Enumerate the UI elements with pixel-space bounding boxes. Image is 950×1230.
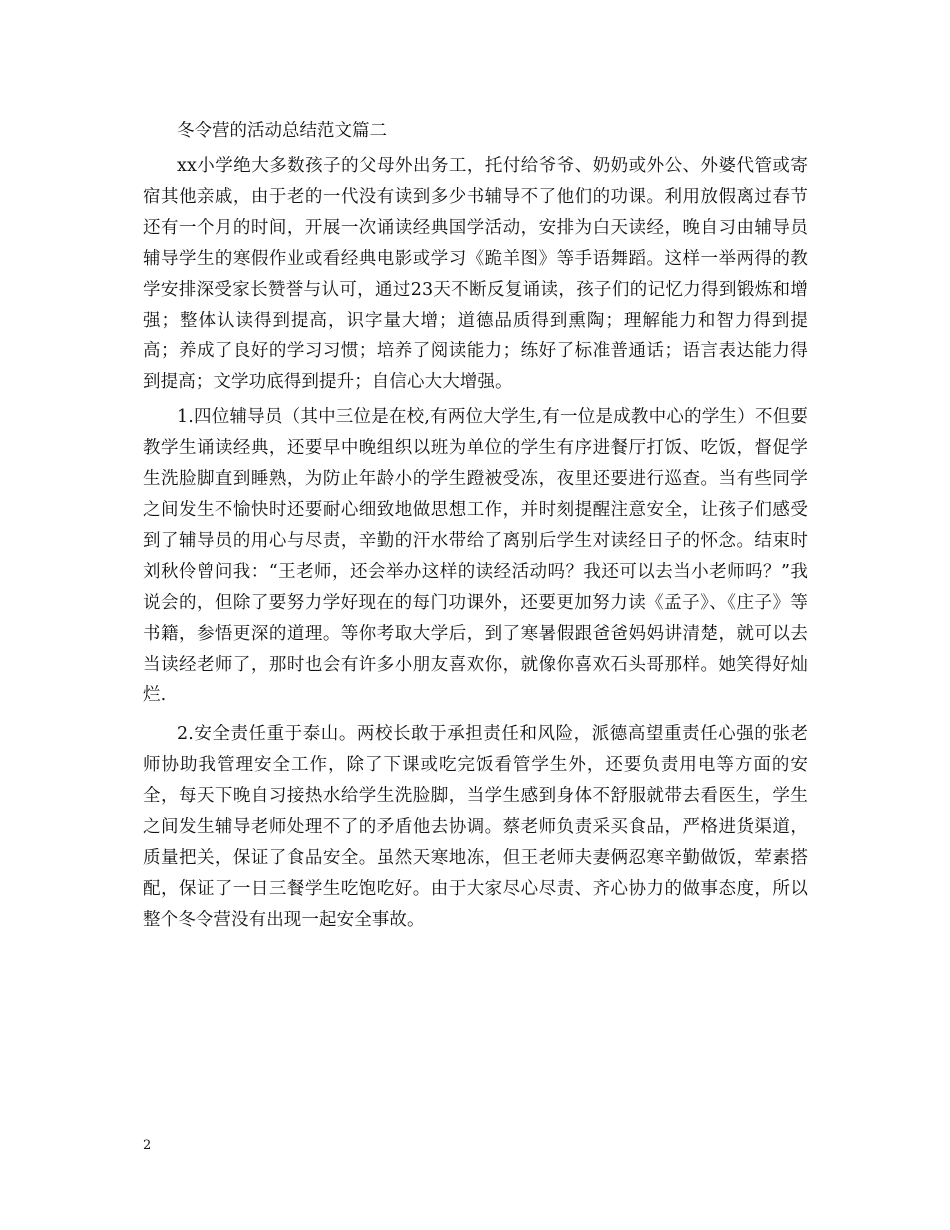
paragraph-intro: xx小学绝大多数孩子的父母外出务工，托付给爷爷、奶奶或外公、外婆代管或寄宿其他亲戚，由于老的一代没有读到多少书辅导不了他们的功课。利用放假离过春节还有一个月的时间，开展一次诵读经典国学活动，安排为白天读经，晚自习由辅导员辅导学生的寒假作业或看经典电影或学习《跪羊图》等手语舞蹈。这样一举两得的教学安排深受家长赞誉与认可，通过23天不断反复诵读，孩子们的记忆力得到锻炼和增强；整体认读得到提高，识字量大增；道德品质得到熏陶；理解能力和智力得到提高；养成了良好的学习习惯；培养了阅读能力；练好了标准普通话；语言表达能力得到提高；文学功底得到提升；自信心大大增强。 <box>143 156 808 393</box>
document-body <box>143 116 808 936</box>
paragraph-counselors: 1.四位辅导员（其中三位是在校,有两位大学生,有一位是成教中心的学生）不但要教学生诵读经典，还要早中晚组织以班为单位的学生有序进餐厅打饭、吃饭，督促学生洗脸脚直到睡熟，为防止年龄小的学生蹬被受冻，夜里还要进行巡查。当有些同学之间发生不愉快时还要耐心细致地做思想工作，并时刻提醒注意安全，让孩子们感受到了辅导员的用心与尽责，辛勤的汗水带给了离别后学生对读经日子的怀念。结束时刘秋伶曾问我：“王老师，还会举办这样的读经活动吗？我还可以去当小老师吗？”我说会的，但除了要努力学好现在的每门功课外，还要更加努力读《孟子》、《庄子》等书籍，参悟更深的道理。等你考取大学后，到了寒暑假跟爸爸妈妈讲清楚，就可以去当读经老师了，那时也会有许多小朋友喜欢你，就像你喜欢石头哥那样。她笑得好灿烂. <box>143 407 808 706</box>
paragraph-safety: 2.安全责任重于泰山。两校长敢于承担责任和风险，派德高望重责任心强的张老师协助我管理安全工作，除了下课或吃完饭看管学生外，还要负责用电等方面的安全，每天下晚自习接热水给学生洗脸脚，当学生感到身体不舒服就带去看医生，学生之间发生辅导老师处理不了的矛盾他去协调。蔡老师负责采买食品，严格进货渠道，质量把关，保证了食品安全。虽然天寒地冻，但王老师夫妻俩忍寒辛勤做饭，荤素搭配，保证了一日三餐学生吃饱吃好。由于大家尽心尽责、齐心协力的做事态度，所以整个冬令营没有出现一起安全事故。 <box>143 724 808 930</box>
page-number: 2 <box>143 1138 152 1153</box>
section-title: 冬令营的活动总结范文篇二 <box>177 121 387 141</box>
